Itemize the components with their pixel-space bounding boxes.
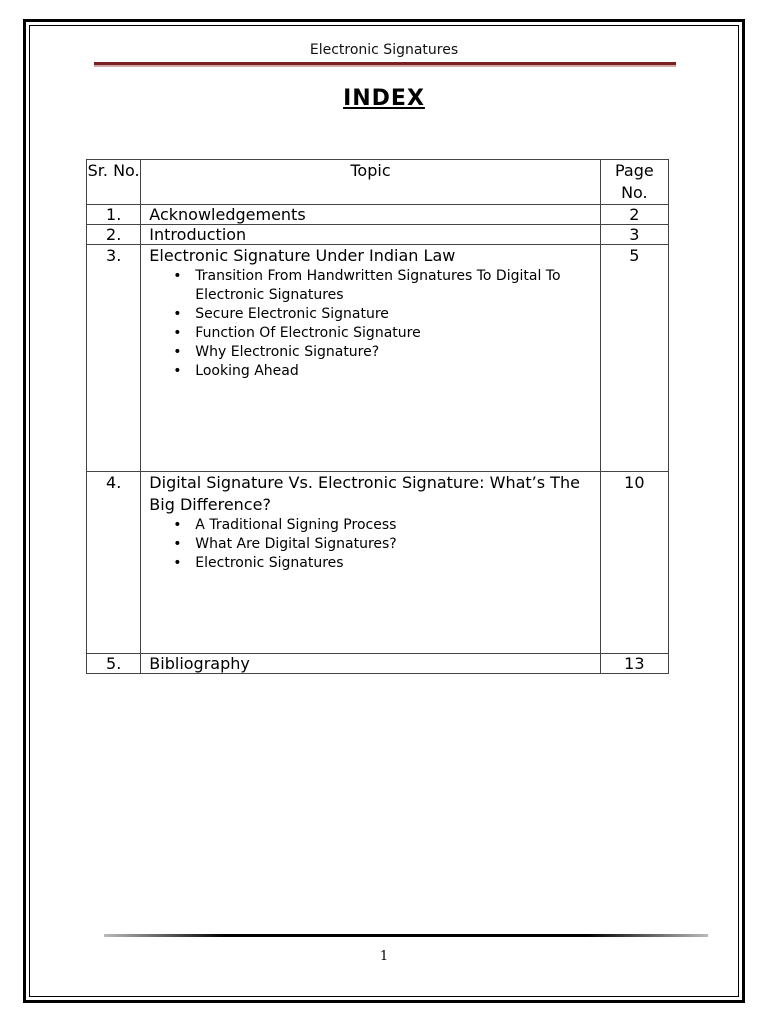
table-row xyxy=(87,472,669,654)
index-heading: INDEX xyxy=(343,86,425,111)
row-page: 13 xyxy=(600,654,668,674)
row-number: 5. xyxy=(87,654,141,674)
index-table xyxy=(86,159,669,674)
subtopic-list xyxy=(149,267,599,381)
column-header-topic: Topic xyxy=(141,160,600,205)
row-number: 1. xyxy=(87,205,141,225)
row-topic: Acknowledgements xyxy=(141,205,600,225)
subtopic-list xyxy=(149,516,599,573)
row-topic-cell xyxy=(141,472,600,654)
running-header: Electronic Signatures xyxy=(309,42,459,58)
row-topic: Digital Signature Vs. Electronic Signature: What’s The Big Difference? xyxy=(149,473,580,514)
row-page: 5 xyxy=(600,245,668,472)
subtopic-item: • Why Electronic Signature? xyxy=(195,343,599,362)
row-page: 10 xyxy=(600,472,668,654)
page-number: 1 xyxy=(379,949,389,964)
row-topic: Bibliography xyxy=(141,654,600,674)
column-header-sr-no: Sr. No. xyxy=(87,160,141,205)
subtopic-item: • Transition From Handwritten Signatures To Digital To Electronic Signatures xyxy=(195,267,599,305)
footer-rule xyxy=(104,934,708,937)
row-number: 3. xyxy=(87,245,141,472)
table-row xyxy=(87,205,669,225)
subtopic-item: • Looking Ahead xyxy=(195,362,599,381)
row-number: 4. xyxy=(87,472,141,654)
subtopic-item: • Electronic Signatures xyxy=(195,554,599,573)
header-rule xyxy=(94,62,676,67)
row-topic: Introduction xyxy=(141,225,600,245)
subtopic-item: • What Are Digital Signatures? xyxy=(195,535,599,554)
subtopic-item: • A Traditional Signing Process xyxy=(195,516,599,535)
row-page: 2 xyxy=(600,205,668,225)
subtopic-item: • Secure Electronic Signature xyxy=(195,305,599,324)
row-page: 3 xyxy=(600,225,668,245)
table-row xyxy=(87,245,669,472)
table-row xyxy=(87,225,669,245)
column-header-page-no: Page No. xyxy=(600,160,668,205)
table-header-row xyxy=(87,160,669,205)
row-topic-cell xyxy=(141,245,600,472)
subtopic-item: • Function Of Electronic Signature xyxy=(195,324,599,343)
table-row xyxy=(87,654,669,674)
row-topic: Electronic Signature Under Indian Law xyxy=(149,246,456,265)
row-number: 2. xyxy=(87,225,141,245)
